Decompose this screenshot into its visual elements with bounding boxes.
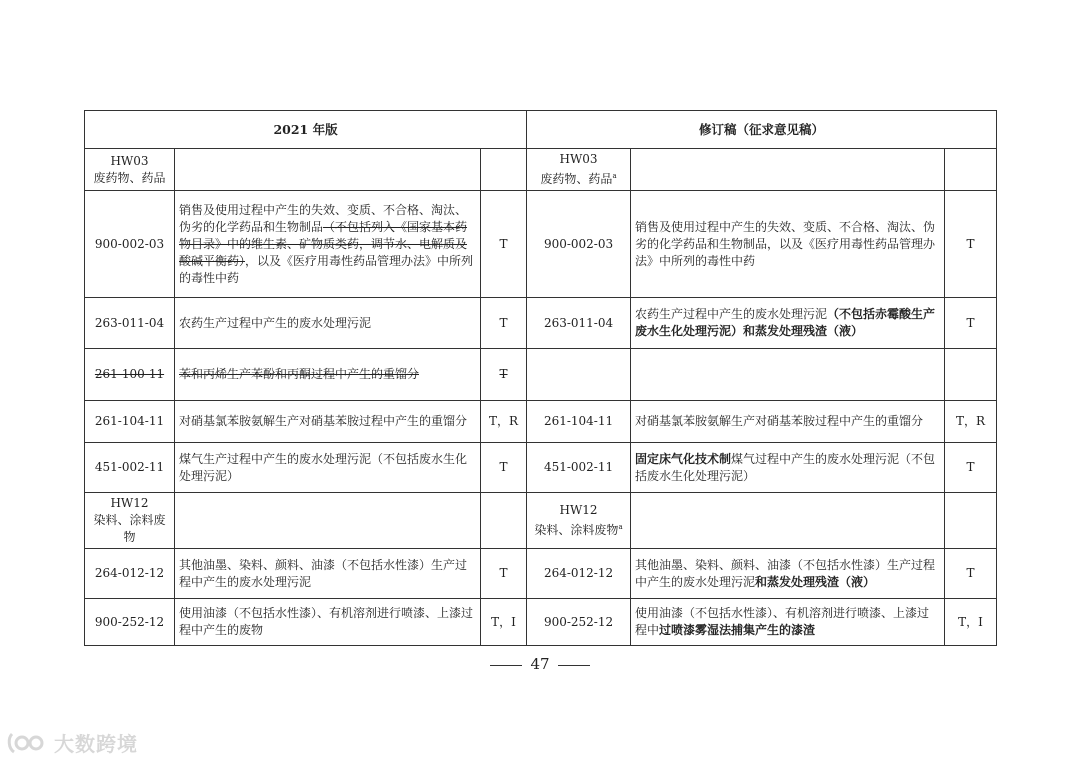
hazard-property: T，I (945, 599, 997, 646)
waste-code: 261-104-11 (527, 401, 631, 443)
watermark-text: 大数跨境 (54, 732, 138, 756)
category-name: 废药物、药品 (93, 170, 166, 185)
waste-description: 其他油墨、染料、颜料、油漆（不包括水性漆）生产过程中产生的废水处理污泥和蒸发处理残渣（液） (631, 549, 945, 599)
added-text: （不包括赤霉酸生产废水生化处理污泥）和蒸发处理残渣（液） (635, 307, 936, 338)
waste-code: 900-002-03 (85, 191, 175, 298)
dash-right (558, 665, 590, 666)
hazard-property: T (481, 443, 527, 493)
category-cell (527, 149, 631, 191)
waste-description: 使用油漆（不包括水性漆）、有机溶剂进行喷漆、上漆过程中过喷漆雾湿法捕集产生的漆渣 (631, 599, 945, 646)
waste-description: 其他油墨、染料、颜料、油漆（不包括水性漆）生产过程中产生的废水处理污泥 (175, 549, 481, 599)
waste-description: 苯和丙烯生产苯酚和丙酮过程中产生的重馏分 (175, 349, 481, 401)
table-row (85, 443, 997, 493)
table-row (85, 298, 997, 349)
table-row (85, 599, 997, 646)
hazard-property: T，R (481, 401, 527, 443)
category-code: HW03 (110, 153, 149, 168)
header-2021-version: 2021 年版 (85, 111, 527, 149)
hazard-property: T (945, 298, 997, 349)
waste-code: 261-104-11 (85, 401, 175, 443)
waste-code: 900-252-12 (527, 599, 631, 646)
waste-description: 销售及使用过程中产生的失效、变质、不合格、淘汰、伪劣的化学药品和生物制品，以及《医疗用毒性药品管理办法》中所列的毒性中药 (631, 191, 945, 298)
footnote-mark: a (618, 523, 623, 531)
hazard-property: T (481, 349, 527, 401)
added-text: 和蒸发处理残渣（液） (755, 574, 876, 589)
waste-code: 263-011-04 (85, 298, 175, 349)
hazard-property: T，R (945, 401, 997, 443)
category-code: HW12 (110, 496, 149, 510)
category-name: 染料、涂料废物$^a$ (534, 523, 623, 537)
category-name: 废药物、药品$^a$ (540, 172, 617, 186)
table-row (85, 401, 997, 443)
waste-description: 对硝基氯苯胺氨解生产对硝基苯胺过程中产生的重馏分 (631, 401, 945, 443)
comparison-table (84, 110, 997, 646)
category-row-hw03 (85, 149, 997, 191)
waste-code: 900-002-03 (527, 191, 631, 298)
watermark (6, 728, 138, 757)
waste-description: 对硝基氯苯胺氨解生产对硝基苯胺过程中产生的重馏分 (175, 401, 481, 443)
hazard-property: T (945, 549, 997, 599)
category-row-hw12 (85, 493, 997, 549)
waste-code: 451-002-11 (527, 443, 631, 493)
category-code: HW03 (559, 152, 598, 166)
watermark-logo-icon (6, 730, 50, 756)
table-row (85, 349, 997, 401)
waste-description: 农药生产过程中产生的废水处理污泥 (175, 298, 481, 349)
waste-description: 销售及使用过程中产生的失效、变质、不合格、淘汰、伪劣的化学药品和生物制品（不包括列入《国家基本药物目录》中的维生素、矿物质类药，调节水、电解质及酸碱平衡药），以及《医疗用毒性药品管理办法》中所列的毒性中药 (175, 191, 481, 298)
hazard-property: T (945, 191, 997, 298)
waste-description: 农药生产过程中产生的废水处理污泥（不包括赤霉酸生产废水生化处理污泥）和蒸发处理残渣（液） (631, 298, 945, 349)
added-text: 固定床气化技术制 (635, 451, 732, 466)
page-number (0, 655, 1080, 673)
footnote-mark: a (612, 172, 617, 180)
hazard-property: T (945, 443, 997, 493)
category-cell (527, 493, 631, 549)
category-code: HW12 (559, 503, 598, 517)
hazard-property: T (481, 549, 527, 599)
category-name: 染料、涂料废物 (93, 513, 166, 544)
dash-left (490, 665, 522, 666)
table-row (85, 549, 997, 599)
category-cell (85, 149, 175, 191)
waste-code: 900-252-12 (85, 599, 175, 646)
table-header-row (85, 111, 997, 149)
added-text: 过喷漆雾湿法捕集产生的漆渣 (659, 623, 816, 637)
hazard-property: T (481, 191, 527, 298)
waste-code: 261-100-11 (85, 349, 175, 401)
page-number-value: 47 (530, 655, 550, 673)
waste-code: 264-012-12 (85, 549, 175, 599)
waste-code: 264-012-12 (527, 549, 631, 599)
waste-description: 使用油漆（不包括水性漆）、有机溶剂进行喷漆、上漆过程中产生的废物 (175, 599, 481, 646)
waste-code: 263-011-04 (527, 298, 631, 349)
table-row (85, 191, 997, 298)
waste-description: 固定床气化技术制煤气过程中产生的废水处理污泥（不包括废水生化处理污泥） (631, 443, 945, 493)
hazard-property: T (481, 298, 527, 349)
hazard-property: T，I (481, 599, 527, 646)
waste-code: 451-002-11 (85, 443, 175, 493)
header-revised-draft: 修订稿（征求意见稿） (527, 111, 997, 149)
deleted-text: （不包括列入《国家基本药物目录》中的维生素、矿物质类药，调节水、电解质及酸碱平衡药） (179, 219, 468, 268)
category-cell (85, 493, 175, 549)
waste-description: 煤气生产过程中产生的废水处理污泥（不包括废水生化处理污泥） (175, 443, 481, 493)
